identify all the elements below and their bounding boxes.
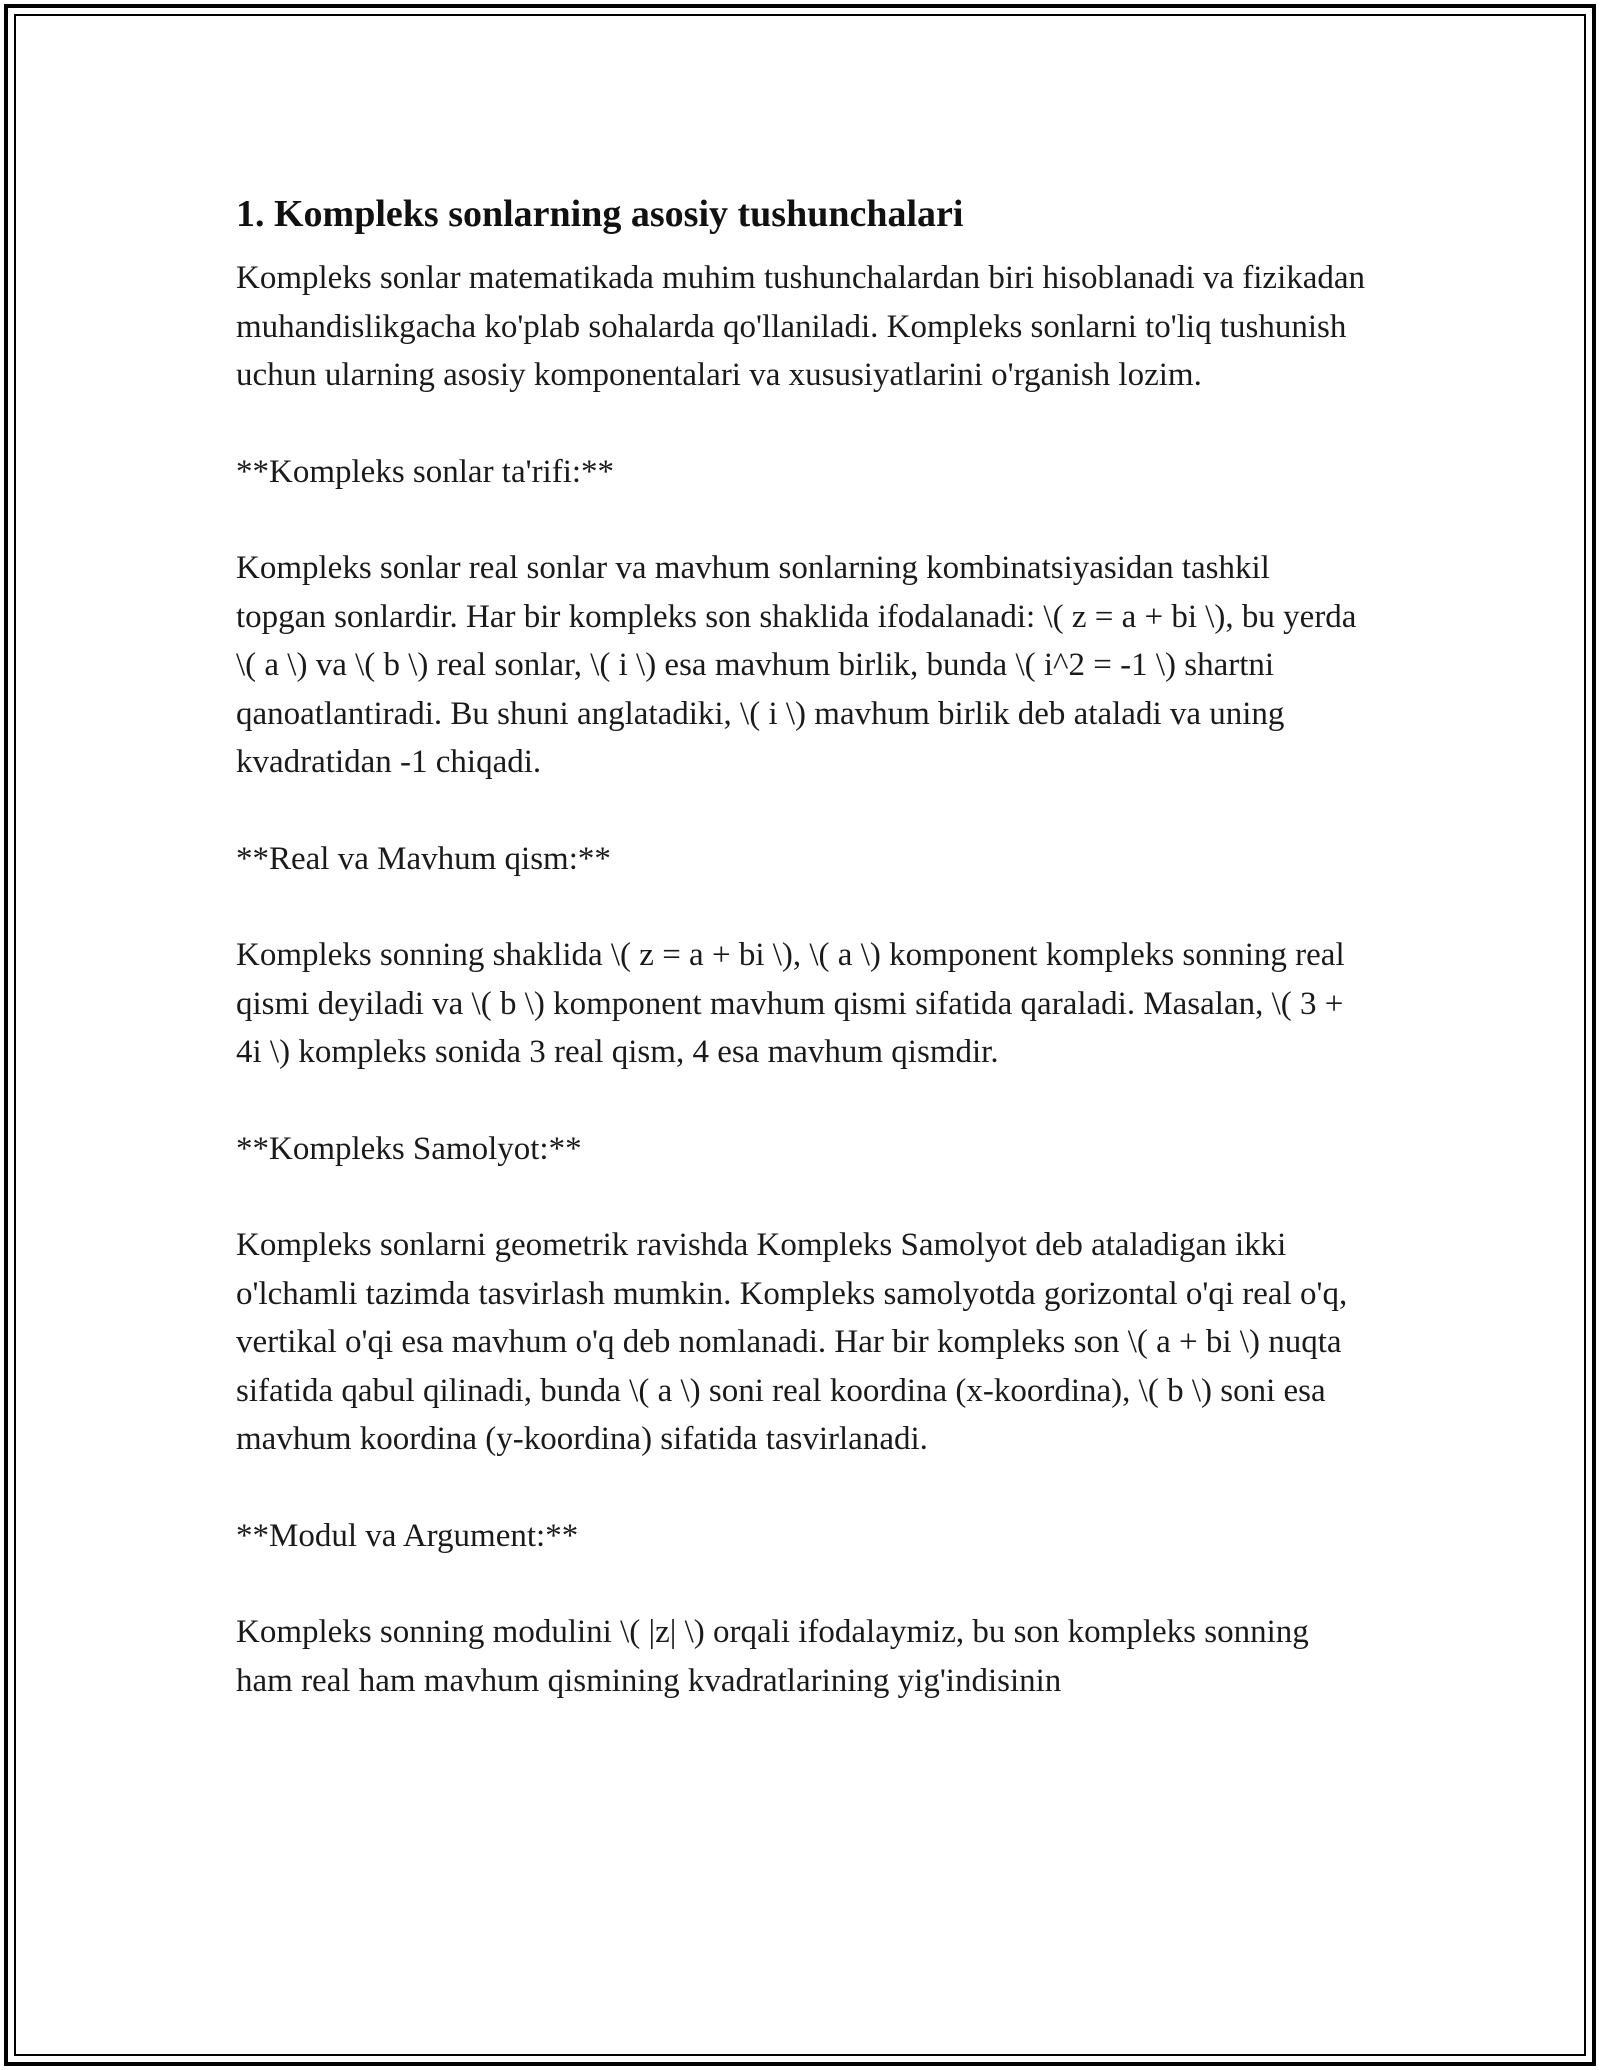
modulus-argument-subheading: **Modul va Argument:** [236,1517,579,1554]
document-body [236,188,1366,1753]
real-imaginary-paragraph: Kompleks sonning shaklida \( z = a + bi \), \( a \) komponent kompleks sonning real qismi deyiladi va \( b \) komponent mavhum qismi sifatida qaraladi. Masalan, \( 3 + 4i \) kompleks sonida 3 real qism, 4 esa mavhum qismdir. [236,937,1345,1070]
section-heading: 1. Kompleks sonlarning asosiy tushunchalari [236,193,964,235]
complex-plane-subheading: **Kompleks Samolyot:** [236,1130,582,1167]
definition-subheading: **Kompleks sonlar ta'rifi:** [236,453,615,490]
real-imaginary-subheading: **Real va Mavhum qism:** [236,840,611,877]
definition-paragraph: Kompleks sonlar real sonlar va mavhum sonlarning kombinatsiyasidan tashkil topgan sonlardir. Har bir kompleks son shaklida ifodalanadi: \( z = a + bi \), bu yerda \( a \) va \( b \) real sonlar, \( i \) esa mavhum birlik, bunda \( i^2 = -1 \) shartni qanoatlantiradi. Bu shuni anglatadiki, \( i \) mavhum birlik deb ataladi va uning kvadratidan -1 chiqadi. [236,550,1357,780]
intro-paragraph: Kompleks sonlar matematikada muhim tushunchalardan biri hisoblanadi va fizikadan muhandislikgacha ko'plab sohalarda qo'llaniladi. Kompleks sonlarni to'liq tushunish uchun ularning asosiy komponentalari va xususiyatlarini o'rganish lozim. [236,260,1366,393]
complex-plane-paragraph: Kompleks sonlarni geometrik ravishda Kompleks Samolyot deb ataladigan ikki o'lchamli tazimda tasvirlash mumkin. Kompleks samolyotda gorizontal o'qi real o'q, vertikal o'qi esa mavhum o'q deb nomlanadi. Har bir kompleks son \( a + bi \) nuqta sifatida qabul qilinadi, bunda \( a \) soni real koordina (x-koordina), \( b \) soni esa mavhum koordina (y-koordina) sifatida tasvirlanadi. [236,1227,1348,1457]
modulus-argument-paragraph: Kompleks sonning modulini \( |z| \) orqali ifodalaymiz, bu son kompleks sonning ham real ham mavhum qismining kvadratlarining yig'indisinin [236,1614,1309,1699]
